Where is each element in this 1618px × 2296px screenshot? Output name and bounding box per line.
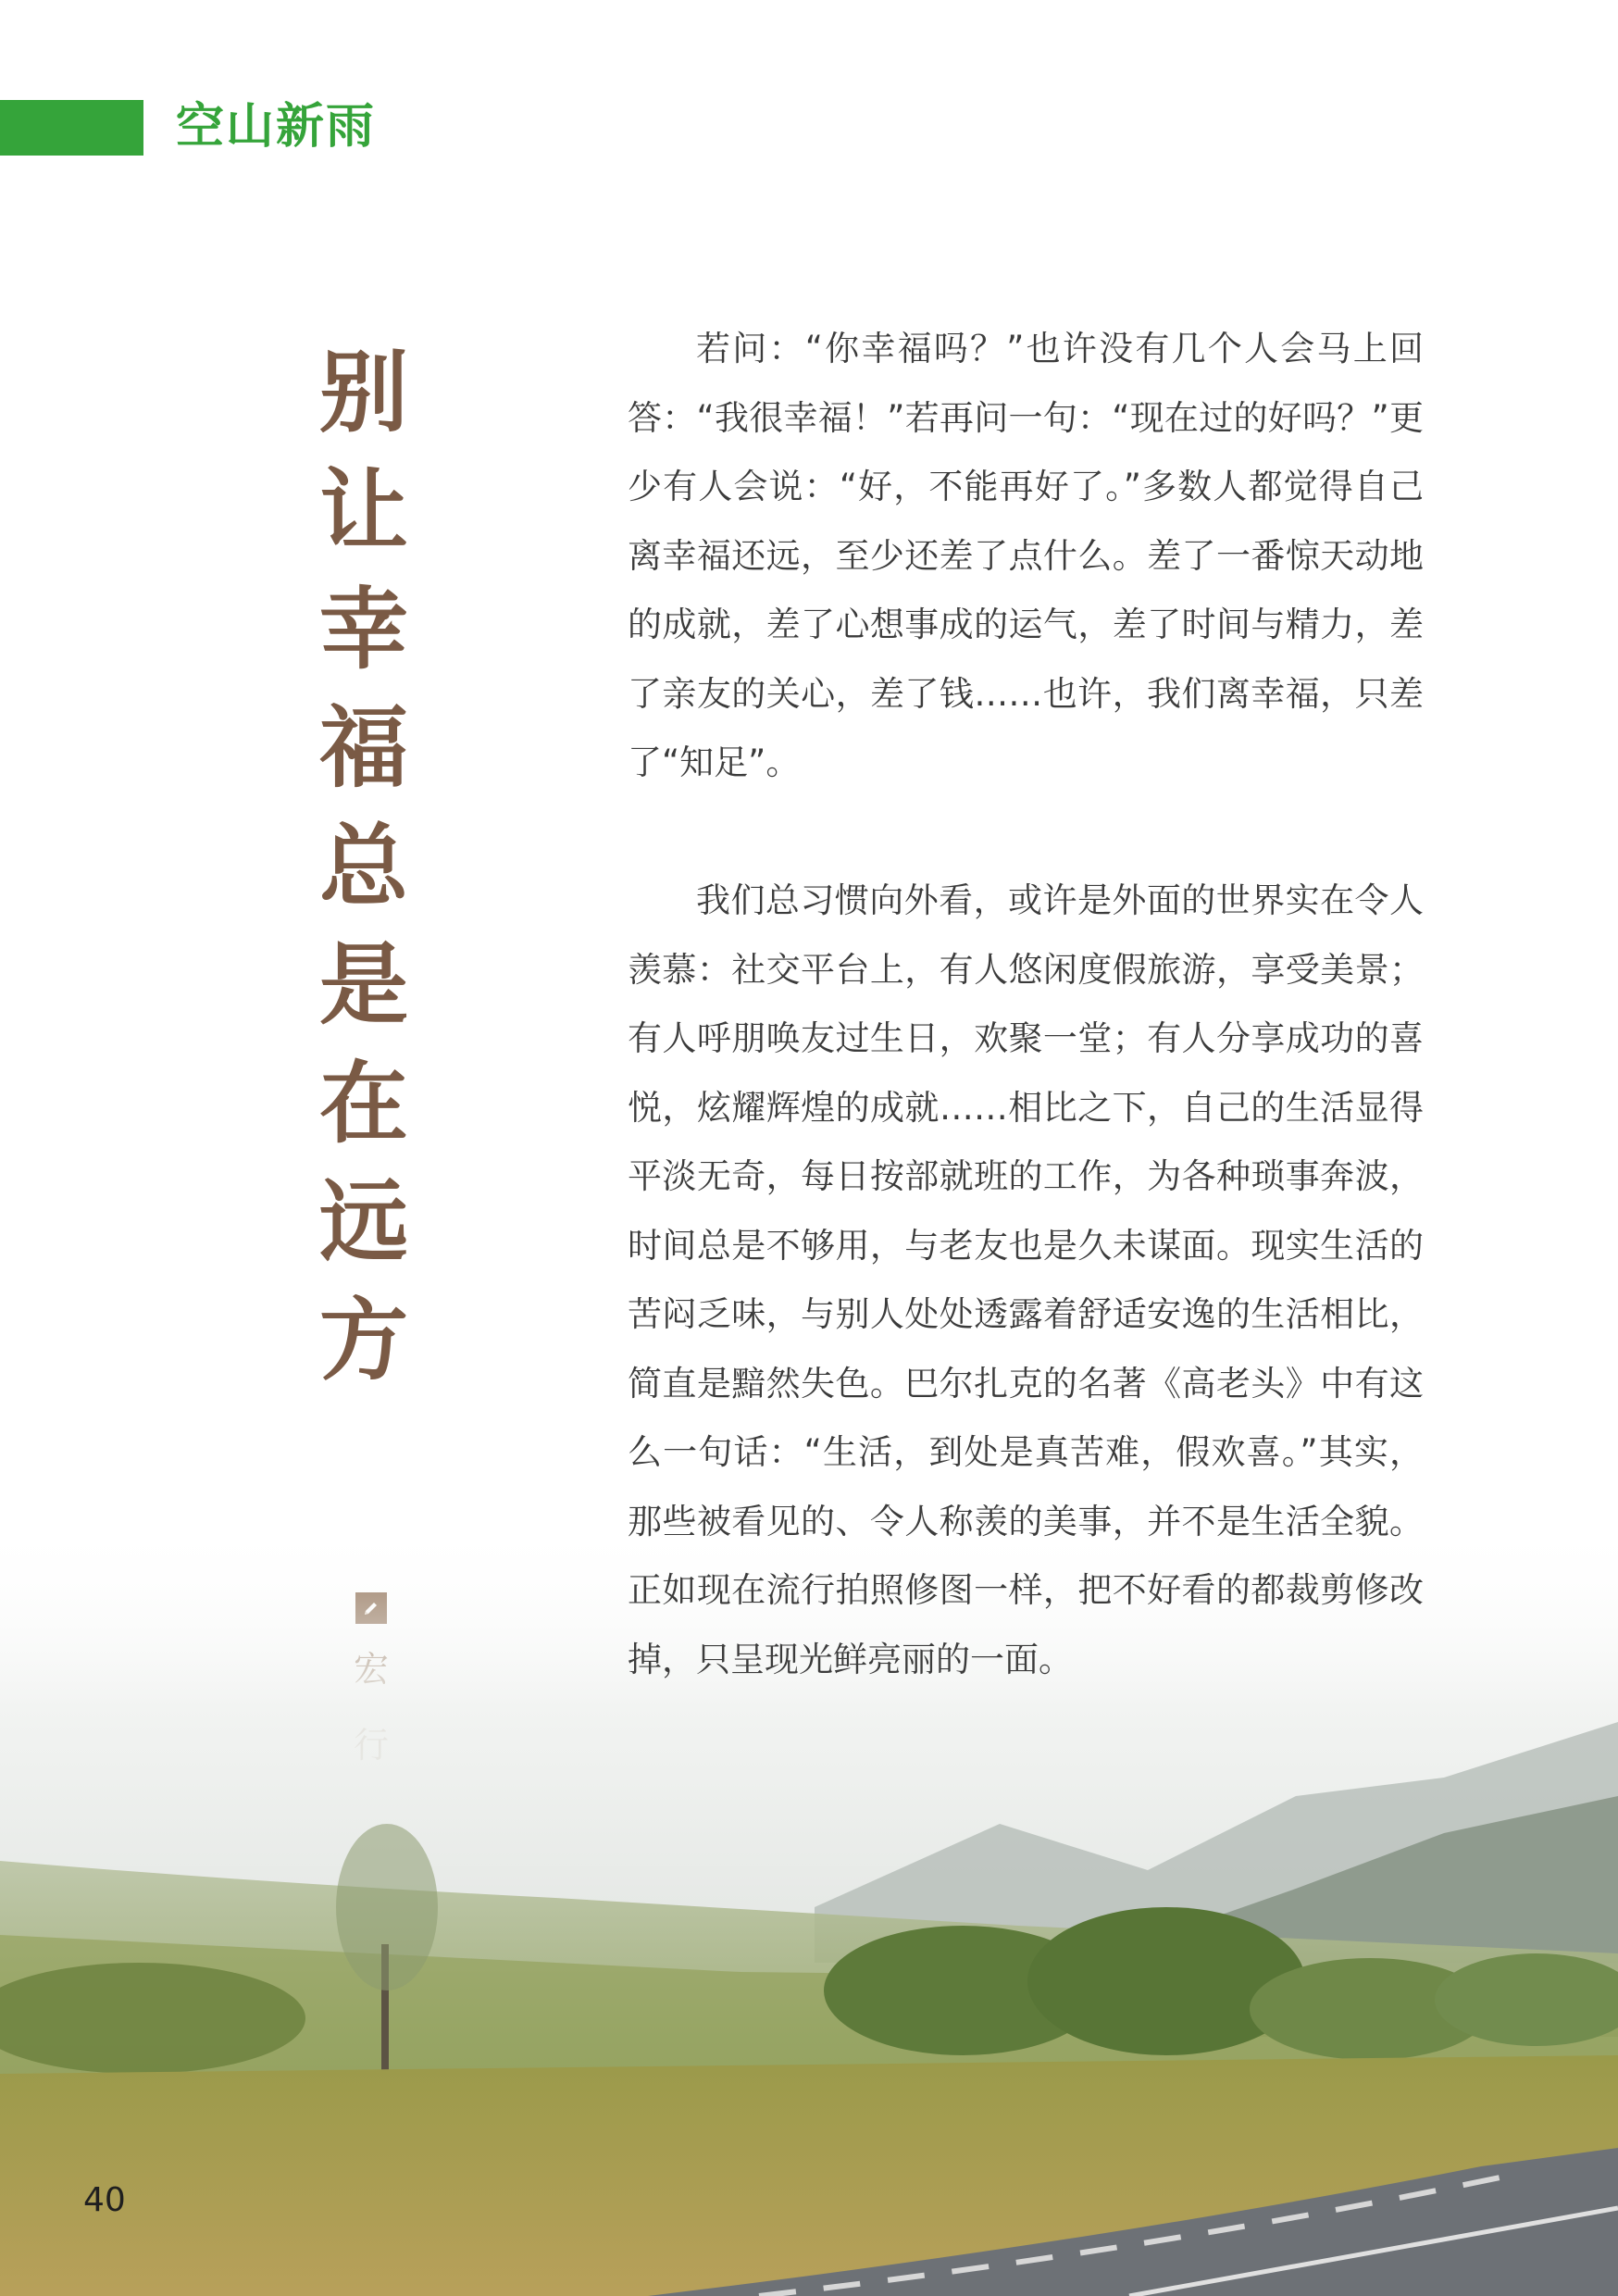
- title-char: 总: [319, 814, 408, 918]
- title-char: 让: [319, 458, 408, 563]
- article-title: [313, 333, 415, 1400]
- title-char: 方: [319, 1288, 408, 1392]
- title-char: 远: [319, 1169, 408, 1274]
- page-number: 40: [83, 2181, 126, 2219]
- title-char: 幸: [319, 577, 408, 681]
- section-header-bar: [0, 100, 143, 156]
- title-char: 是: [319, 932, 408, 1037]
- title-char: 别: [319, 340, 408, 444]
- article-body: [628, 315, 1424, 1694]
- title-char: 福: [319, 695, 408, 800]
- paragraph: 若问：“你幸福吗？”也许没有几个人会马上回答：“我很幸福！”若再问一句：“现在过的好吗？”更少有人会说：“好，不能再好了。”多数人都觉得自己离幸福还远，至少还差了点什么。差了一番惊天动地的成就，差了心想事成的运气，差了时间与精力，差了亲友的关心，差了钱……也许，我们离幸福，只差了“知足”。: [628, 329, 1424, 782]
- section-title: 空山新雨: [176, 99, 377, 155]
- title-char: 在: [319, 1051, 408, 1155]
- paragraph: 我们总习惯向外看，或许是外面的世界实在令人羡慕：社交平台上，有人悠闲度假旅游，享受美景；有人呼朋唤友过生日，欢聚一堂；有人分享成功的喜悦，炫耀辉煌的成就……相比之下，自己的生活显得平淡无奇，每日按部就班的工作，为各种琐事奔波，时间总是不够用，与老友也是久未谋面。现实生活的苦闷乏味，与别人处处透露着舒适安逸的生活相比，简直是黯然失色。巴尔扎克的名著《高老头》中有这么一句话：“生活，到处是真苦难，假欢喜。”其实，那些被看见的、令人称羡的美事，并不是生活全貌。正如现在流行拍照修图一样，把不好看的都裁剪修改掉，只呈现光鲜亮丽的一面。: [628, 880, 1424, 1679]
